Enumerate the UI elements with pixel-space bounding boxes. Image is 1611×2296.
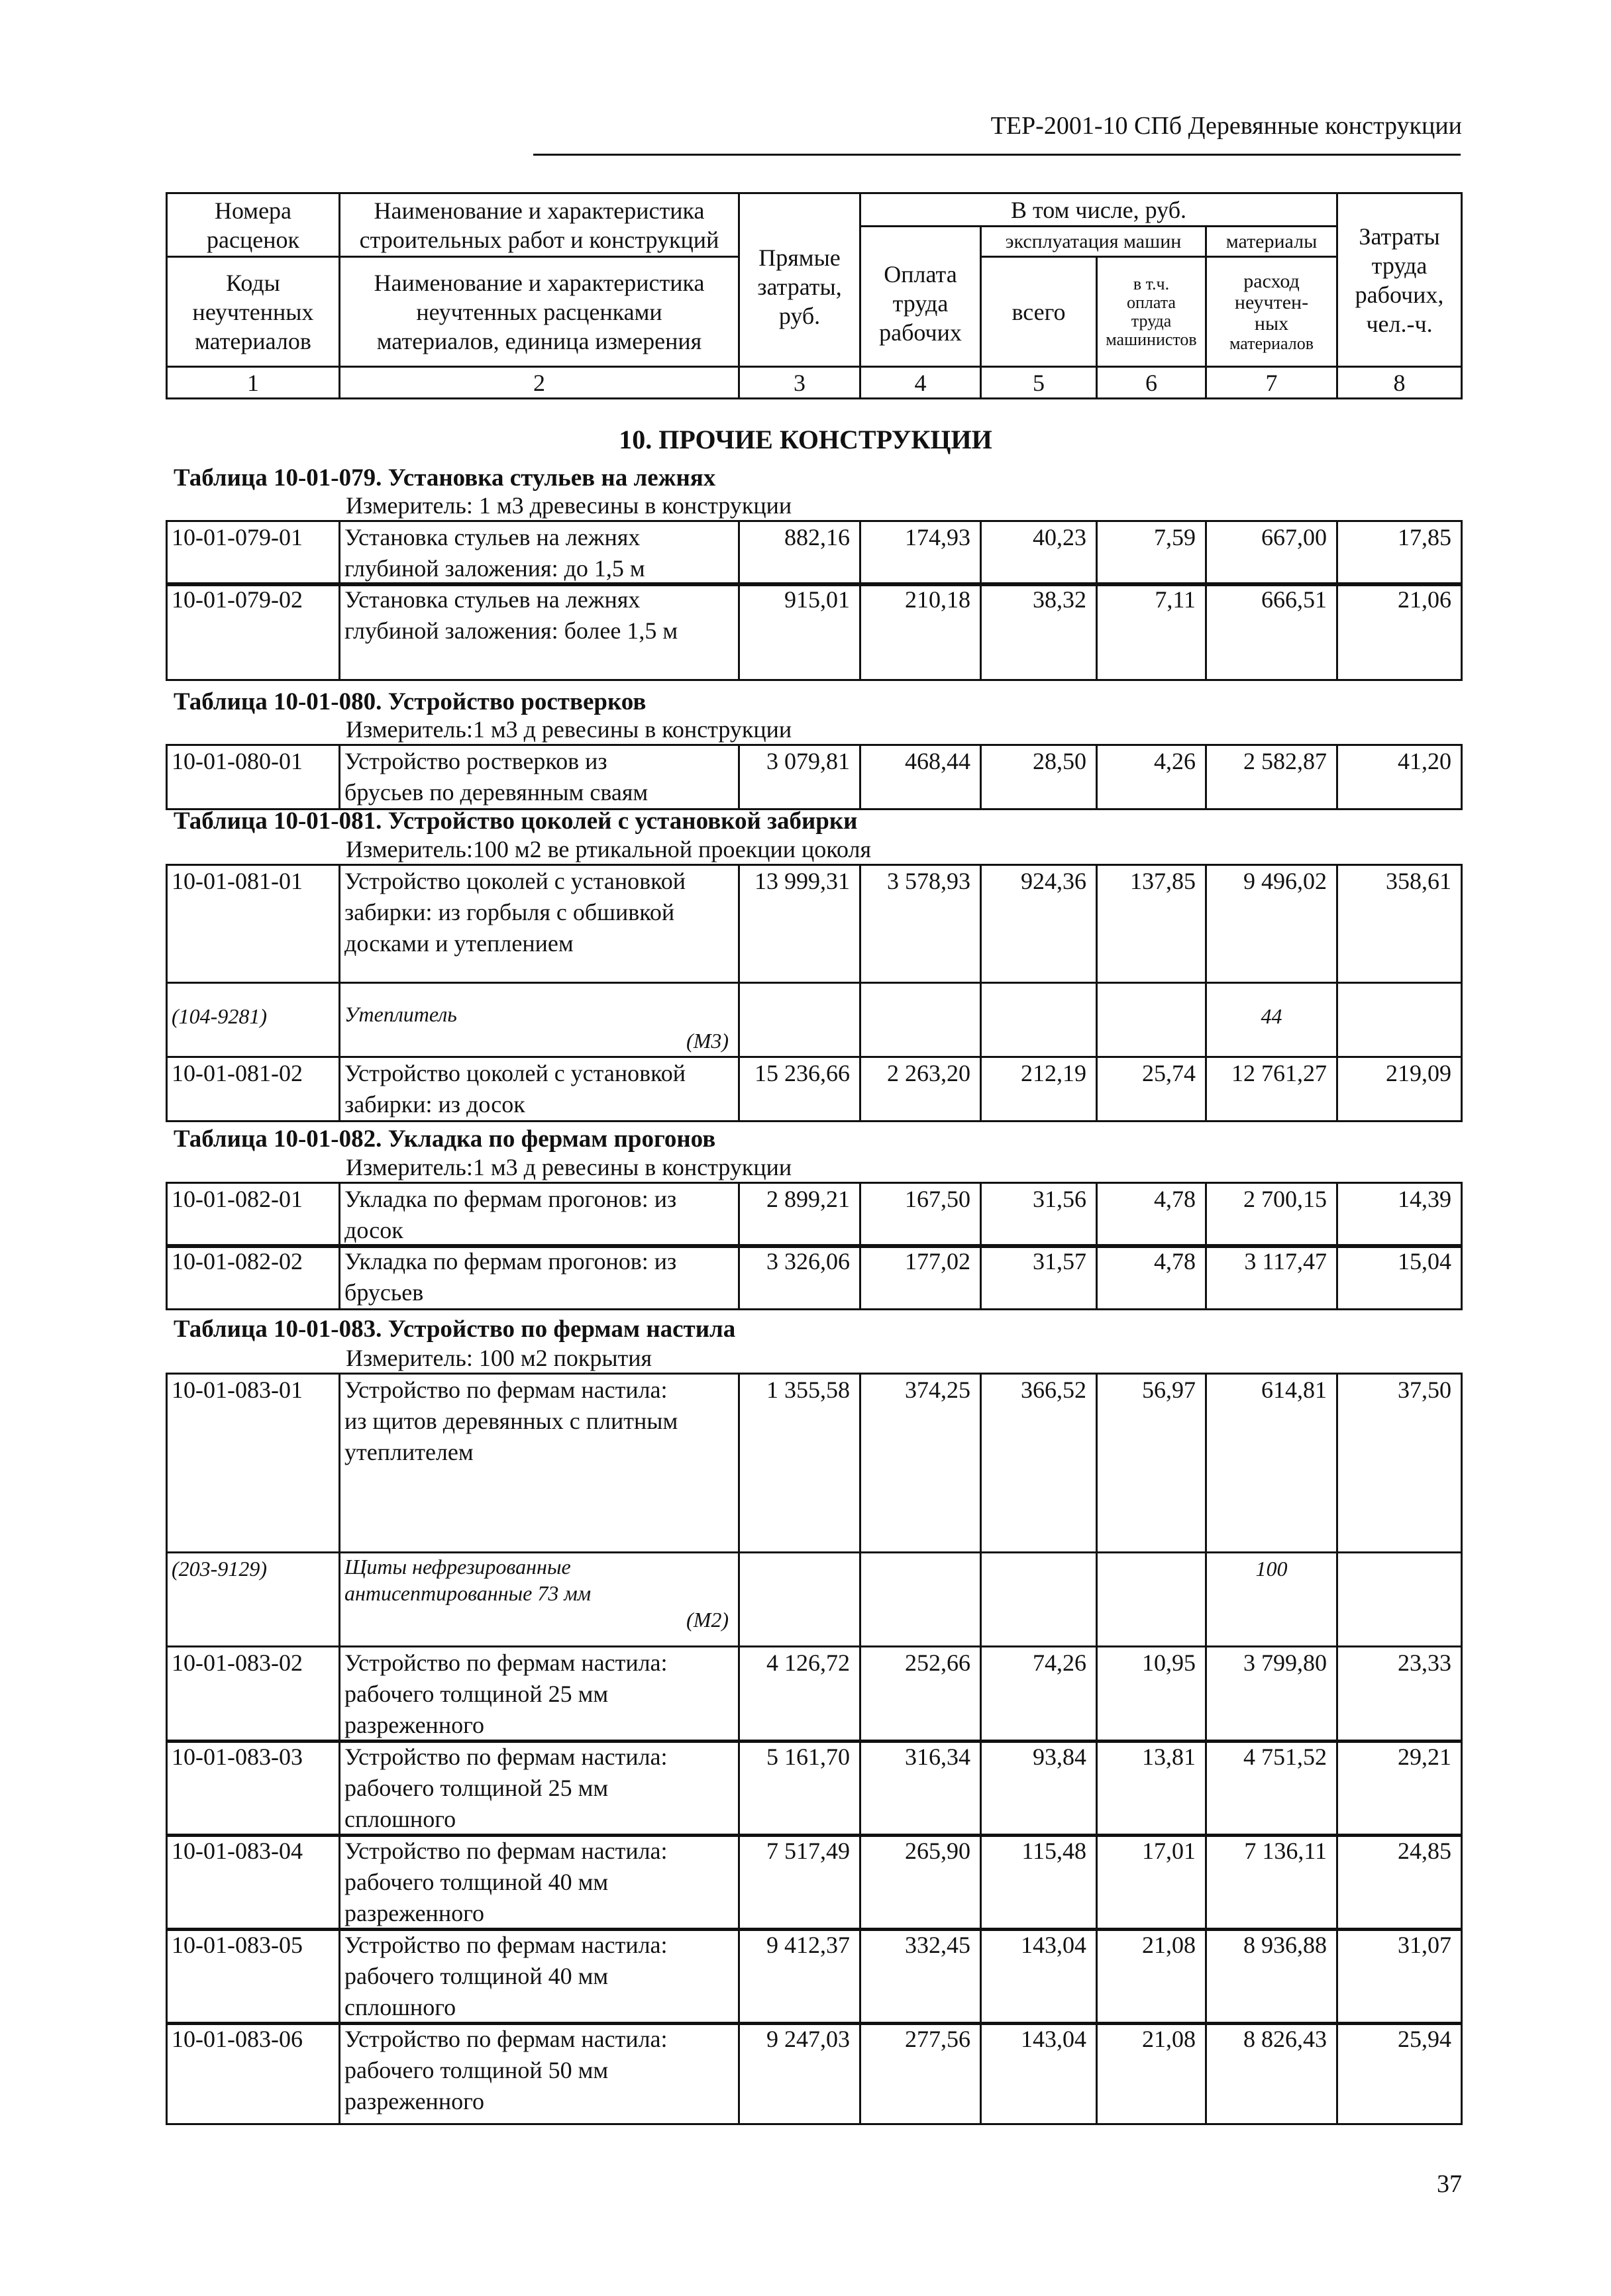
labor-pay-cell: 174,93 [860, 521, 981, 586]
name-line: Укладка по фермам прогонов: из [344, 1186, 677, 1212]
direct-costs-cell: 13 999,31 [739, 865, 860, 983]
direct-costs-cell [739, 1553, 860, 1647]
direct-costs-cell: 4 126,72 [739, 1647, 860, 1742]
name-line: глубиной заложения: более 1,5 м [344, 617, 678, 644]
name-line: рабочего толщиной 50 мм [344, 2057, 609, 2083]
header-including: В том числе, руб. [860, 193, 1337, 227]
machines-total-cell: 31,57 [981, 1245, 1097, 1310]
rate-row [166, 520, 1463, 586]
labor-hours-cell: 21,06 [1337, 584, 1462, 680]
col-number-7: 7 [1206, 367, 1337, 399]
materials-cell: 3 799,80 [1206, 1647, 1337, 1742]
name-line: Устройство ростверков из [344, 748, 607, 774]
table-title: Таблица 10-01-083. Устройство по фермам настила [174, 1316, 736, 1343]
direct-costs-cell: 15 236,66 [739, 1057, 860, 1122]
header-unaccounted-names: Наименование и характеристика неучтенных расценками материалов, единица измерения [340, 257, 739, 367]
machines-total-cell: 143,04 [981, 1929, 1097, 2024]
materials-cell: 614,81 [1206, 1374, 1337, 1553]
labor-hours-cell: 358,61 [1337, 865, 1462, 983]
machines-total-cell: 28,50 [981, 745, 1097, 809]
labor-hours-cell: 14,39 [1337, 1183, 1462, 1247]
rate-code: 10-01-083-05 [167, 1929, 340, 2024]
rate-row [166, 582, 1463, 681]
name-line: брусьев [344, 1279, 424, 1306]
labor-pay-cell: 252,66 [860, 1647, 981, 1742]
name-line: рабочего толщиной 40 мм [344, 1963, 609, 1989]
rate-name [340, 584, 739, 680]
col-number-8: 8 [1337, 367, 1462, 399]
rate-code: 10-01-083-04 [167, 1835, 340, 1930]
materials-cell: 44 [1206, 983, 1337, 1057]
labor-hours-cell: 15,04 [1337, 1245, 1462, 1310]
name-line: досок [344, 1217, 403, 1243]
col-number-6: 6 [1097, 367, 1206, 399]
rate-name [340, 1374, 739, 1553]
rate-row [166, 1740, 1463, 1837]
labor-hours-cell [1337, 1553, 1462, 1647]
rate-row [166, 1928, 1463, 2025]
labor-hours-cell: 17,85 [1337, 521, 1462, 586]
section-title: 10. ПРОЧИЕ КОНСТРУКЦИИ [619, 425, 992, 454]
rate-code: 10-01-081-01 [167, 865, 340, 983]
rate-code: 10-01-081-02 [167, 1057, 340, 1122]
materials-cell: 9 496,02 [1206, 865, 1337, 983]
labor-pay-cell: 3 578,93 [860, 865, 981, 983]
direct-costs-cell: 5 161,70 [739, 1741, 860, 1836]
name-line: рабочего толщиной 25 мм [344, 1681, 609, 1707]
rate-name [340, 1183, 739, 1247]
table-title: Таблица 10-01-081. Устройство цоколей с установкой забирки [174, 808, 858, 835]
material-name [340, 983, 739, 1057]
machinist-pay-cell: 21,08 [1097, 1929, 1206, 2024]
machines-total-cell: 366,52 [981, 1374, 1097, 1553]
labor-pay-cell: 167,50 [860, 1183, 981, 1247]
rate-row [166, 1373, 1463, 1553]
header-rule [533, 154, 1461, 156]
table-title: Таблица 10-01-079. Установка стульев на лежнях [174, 464, 716, 492]
labor-pay-cell: 374,25 [860, 1374, 981, 1553]
header-machines-total: всего [981, 257, 1097, 367]
table-measure: Измеритель: 100 м2 покрытия [346, 1345, 652, 1371]
name-line: Устройство по фермам настила: [344, 2026, 668, 2052]
labor-pay-cell: 177,02 [860, 1245, 981, 1310]
name-line: разреженного [344, 1900, 484, 1926]
name-line: Установка стульев на лежнях [344, 586, 641, 613]
machines-total-cell: 74,26 [981, 1647, 1097, 1742]
direct-costs-cell: 915,01 [739, 584, 860, 680]
col-number-1: 1 [167, 367, 340, 399]
name-line: забирки: из горбыля с обшивкой [344, 899, 675, 925]
rate-name [340, 1057, 739, 1122]
name-line: Устройство по фермам настила: [344, 1838, 668, 1864]
rate-row [166, 1244, 1463, 1310]
machines-total-cell: 212,19 [981, 1057, 1097, 1122]
name-line: глубиной заложения: до 1,5 м [344, 555, 645, 582]
name-line: сплошного [344, 1806, 456, 1832]
rate-row [166, 864, 1463, 984]
header-machinist-pay: в т.ч. оплата труда машинистов [1097, 257, 1206, 367]
direct-costs-cell [739, 983, 860, 1057]
col-number-3: 3 [739, 367, 860, 399]
header-labor-pay: Оплата труда рабочих [860, 227, 981, 367]
name-line: Устройство по фермам настила: [344, 1744, 668, 1770]
material-row [166, 1551, 1463, 1647]
machines-total-cell: 31,56 [981, 1183, 1097, 1247]
labor-hours-cell: 31,07 [1337, 1929, 1462, 2024]
name-line: Устройство по фермам настила: [344, 1649, 668, 1676]
labor-pay-cell [860, 1553, 981, 1647]
direct-costs-cell: 2 899,21 [739, 1183, 860, 1247]
labor-pay-cell: 332,45 [860, 1929, 981, 2024]
direct-costs-cell: 3 079,81 [739, 745, 860, 809]
labor-hours-cell: 37,50 [1337, 1374, 1462, 1553]
labor-pay-cell: 316,34 [860, 1741, 981, 1836]
labor-pay-cell [860, 983, 981, 1057]
name-line: Устройство по фермам настила: [344, 1377, 668, 1403]
rate-name [340, 745, 739, 809]
name-line: утеплителем [344, 1439, 474, 1465]
name-line: Устройство цоколей с установкой [344, 868, 686, 894]
labor-hours-cell: 25,94 [1337, 2023, 1462, 2124]
materials-cell: 2 582,87 [1206, 745, 1337, 809]
machines-total-cell [981, 983, 1097, 1057]
name-line: разреженного [344, 1712, 484, 1738]
header-labor-hours: Затраты труда рабочих, чел.-ч. [1337, 193, 1462, 367]
col-number-2: 2 [340, 367, 739, 399]
name-line: забирки: из досок [344, 1091, 525, 1118]
direct-costs-cell: 7 517,49 [739, 1835, 860, 1930]
name-line: досками и утеплением [344, 930, 574, 957]
materials-cell: 666,51 [1206, 584, 1337, 680]
labor-hours-cell: 29,21 [1337, 1741, 1462, 1836]
rate-code: 10-01-079-02 [167, 584, 340, 680]
name-line: рабочего толщиной 25 мм [344, 1775, 609, 1801]
material-unit: (М2) [686, 1608, 729, 1632]
rate-code: 10-01-080-01 [167, 745, 340, 809]
table-title: Таблица 10-01-080. Устройство ростверков [174, 688, 647, 715]
machines-total-cell: 38,32 [981, 584, 1097, 680]
materials-cell: 3 117,47 [1206, 1245, 1337, 1310]
materials-cell: 8 826,43 [1206, 2023, 1337, 2124]
labor-hours-cell: 24,85 [1337, 1835, 1462, 1930]
machinist-pay-cell [1097, 983, 1206, 1057]
rate-code: 10-01-083-03 [167, 1741, 340, 1836]
header-machines: эксплуатация машин [981, 227, 1206, 257]
labor-hours-cell: 219,09 [1337, 1057, 1462, 1122]
name-line: брусьев по деревянным сваям [344, 779, 649, 806]
rate-name [340, 1835, 739, 1930]
table-measure: Измеритель:1 м3 д ревесины в конструкции [346, 1154, 792, 1180]
materials-cell: 8 936,88 [1206, 1929, 1337, 2024]
labor-pay-cell: 2 263,20 [860, 1057, 981, 1122]
machinist-pay-cell [1097, 1553, 1206, 1647]
rate-code: 10-01-082-01 [167, 1183, 340, 1247]
rate-code: 10-01-083-02 [167, 1647, 340, 1742]
machinist-pay-cell: 4,26 [1097, 745, 1206, 809]
table-measure: Измеритель:1 м3 д ревесины в конструкции [346, 716, 792, 743]
machines-total-cell [981, 1553, 1097, 1647]
rate-row [166, 2022, 1463, 2125]
name-line: рабочего толщиной 40 мм [344, 1869, 609, 1895]
labor-pay-cell: 210,18 [860, 584, 981, 680]
direct-costs-cell: 3 326,06 [739, 1245, 860, 1310]
labor-pay-cell: 277,56 [860, 2023, 981, 2124]
page-number: 37 [1437, 2170, 1462, 2198]
rate-row [166, 1834, 1463, 1931]
direct-costs-cell: 9 247,03 [739, 2023, 860, 2124]
col-number-4: 4 [860, 367, 981, 399]
material-code: (203-9129) [167, 1553, 340, 1647]
machinist-pay-cell: 7,11 [1097, 584, 1206, 680]
rate-row [166, 1645, 1463, 1743]
rate-name [340, 1647, 739, 1742]
machinist-pay-cell: 13,81 [1097, 1741, 1206, 1836]
machinist-pay-cell: 10,95 [1097, 1647, 1206, 1742]
material-name [340, 1553, 739, 1647]
name-line: Утеплитель [344, 1002, 457, 1026]
rate-row [166, 1056, 1463, 1122]
machines-total-cell: 93,84 [981, 1741, 1097, 1836]
name-line: Устройство по фермам настила: [344, 1932, 668, 1958]
rate-name [340, 2023, 739, 2124]
name-line: антисептированные 73 мм [344, 1581, 592, 1605]
labor-pay-cell: 468,44 [860, 745, 981, 809]
labor-hours-cell: 23,33 [1337, 1647, 1462, 1742]
table-title: Таблица 10-01-082. Укладка по фермам прогонов [174, 1125, 716, 1153]
header-unaccounted-codes: Коды неучтенных материалов [167, 257, 340, 367]
labor-hours-cell: 41,20 [1337, 745, 1462, 809]
name-line: Щиты нефрезированные [344, 1555, 571, 1579]
rate-name [340, 865, 739, 983]
name-line: Устройство цоколей с установкой [344, 1060, 686, 1086]
labor-hours-cell [1337, 983, 1462, 1057]
rate-name [340, 1929, 739, 2024]
material-unit: (М3) [686, 1029, 729, 1053]
direct-costs-cell: 882,16 [739, 521, 860, 586]
machinist-pay-cell: 4,78 [1097, 1183, 1206, 1247]
name-line: сплошного [344, 1994, 456, 2020]
name-line: Укладка по фермам прогонов: из [344, 1248, 677, 1275]
materials-cell: 100 [1206, 1553, 1337, 1647]
rate-code: 10-01-079-01 [167, 521, 340, 586]
rate-name [340, 521, 739, 586]
rate-code: 10-01-082-02 [167, 1245, 340, 1310]
header-work-name: Наименование и характеристика строительных работ и конструкций [340, 193, 739, 257]
machinist-pay-cell: 7,59 [1097, 521, 1206, 586]
rate-name [340, 1741, 739, 1836]
labor-pay-cell: 265,90 [860, 1835, 981, 1930]
direct-costs-cell: 1 355,58 [739, 1374, 860, 1553]
material-code: (104-9281) [167, 983, 340, 1057]
machinist-pay-cell: 25,74 [1097, 1057, 1206, 1122]
table-measure: Измеритель: 1 м3 древесины в конструкции [346, 492, 792, 519]
materials-cell: 4 751,52 [1206, 1741, 1337, 1836]
materials-cell: 12 761,27 [1206, 1057, 1337, 1122]
rate-code: 10-01-083-06 [167, 2023, 340, 2124]
direct-costs-cell: 9 412,37 [739, 1929, 860, 2024]
table-measure: Измеритель:100 м2 ве ртикальной проекции цоколя [346, 836, 872, 862]
machinist-pay-cell: 4,78 [1097, 1245, 1206, 1310]
machinist-pay-cell: 56,97 [1097, 1374, 1206, 1553]
materials-cell: 7 136,11 [1206, 1835, 1337, 1930]
header-direct-costs: Прямые затраты, руб. [739, 193, 860, 367]
machinist-pay-cell: 17,01 [1097, 1835, 1206, 1930]
machinist-pay-cell: 21,08 [1097, 2023, 1206, 2124]
page-header: ТЕР-2001-10 СПб Деревянные конструкции [990, 112, 1462, 140]
materials-cell: 667,00 [1206, 521, 1337, 586]
column-header-table [166, 192, 1463, 399]
name-line: Установка стульев на лежнях [344, 524, 641, 550]
material-row [166, 982, 1463, 1058]
col-number-5: 5 [981, 367, 1097, 399]
rate-row [166, 1182, 1463, 1248]
header-material-consumption: расход неучтен- ных материалов [1206, 257, 1337, 367]
header-rate-number: Номера расценок [167, 193, 340, 257]
rate-code: 10-01-083-01 [167, 1374, 340, 1553]
machines-total-cell: 143,04 [981, 2023, 1097, 2124]
machines-total-cell: 115,48 [981, 1835, 1097, 1930]
rate-name [340, 1245, 739, 1310]
rate-row [166, 744, 1463, 810]
materials-cell: 2 700,15 [1206, 1183, 1337, 1247]
name-line: разреженного [344, 2088, 484, 2114]
name-line: из щитов деревянных с плитным [344, 1408, 678, 1434]
machines-total-cell: 924,36 [981, 865, 1097, 983]
header-materials: материалы [1206, 227, 1337, 257]
machinist-pay-cell: 137,85 [1097, 865, 1206, 983]
machines-total-cell: 40,23 [981, 521, 1097, 586]
